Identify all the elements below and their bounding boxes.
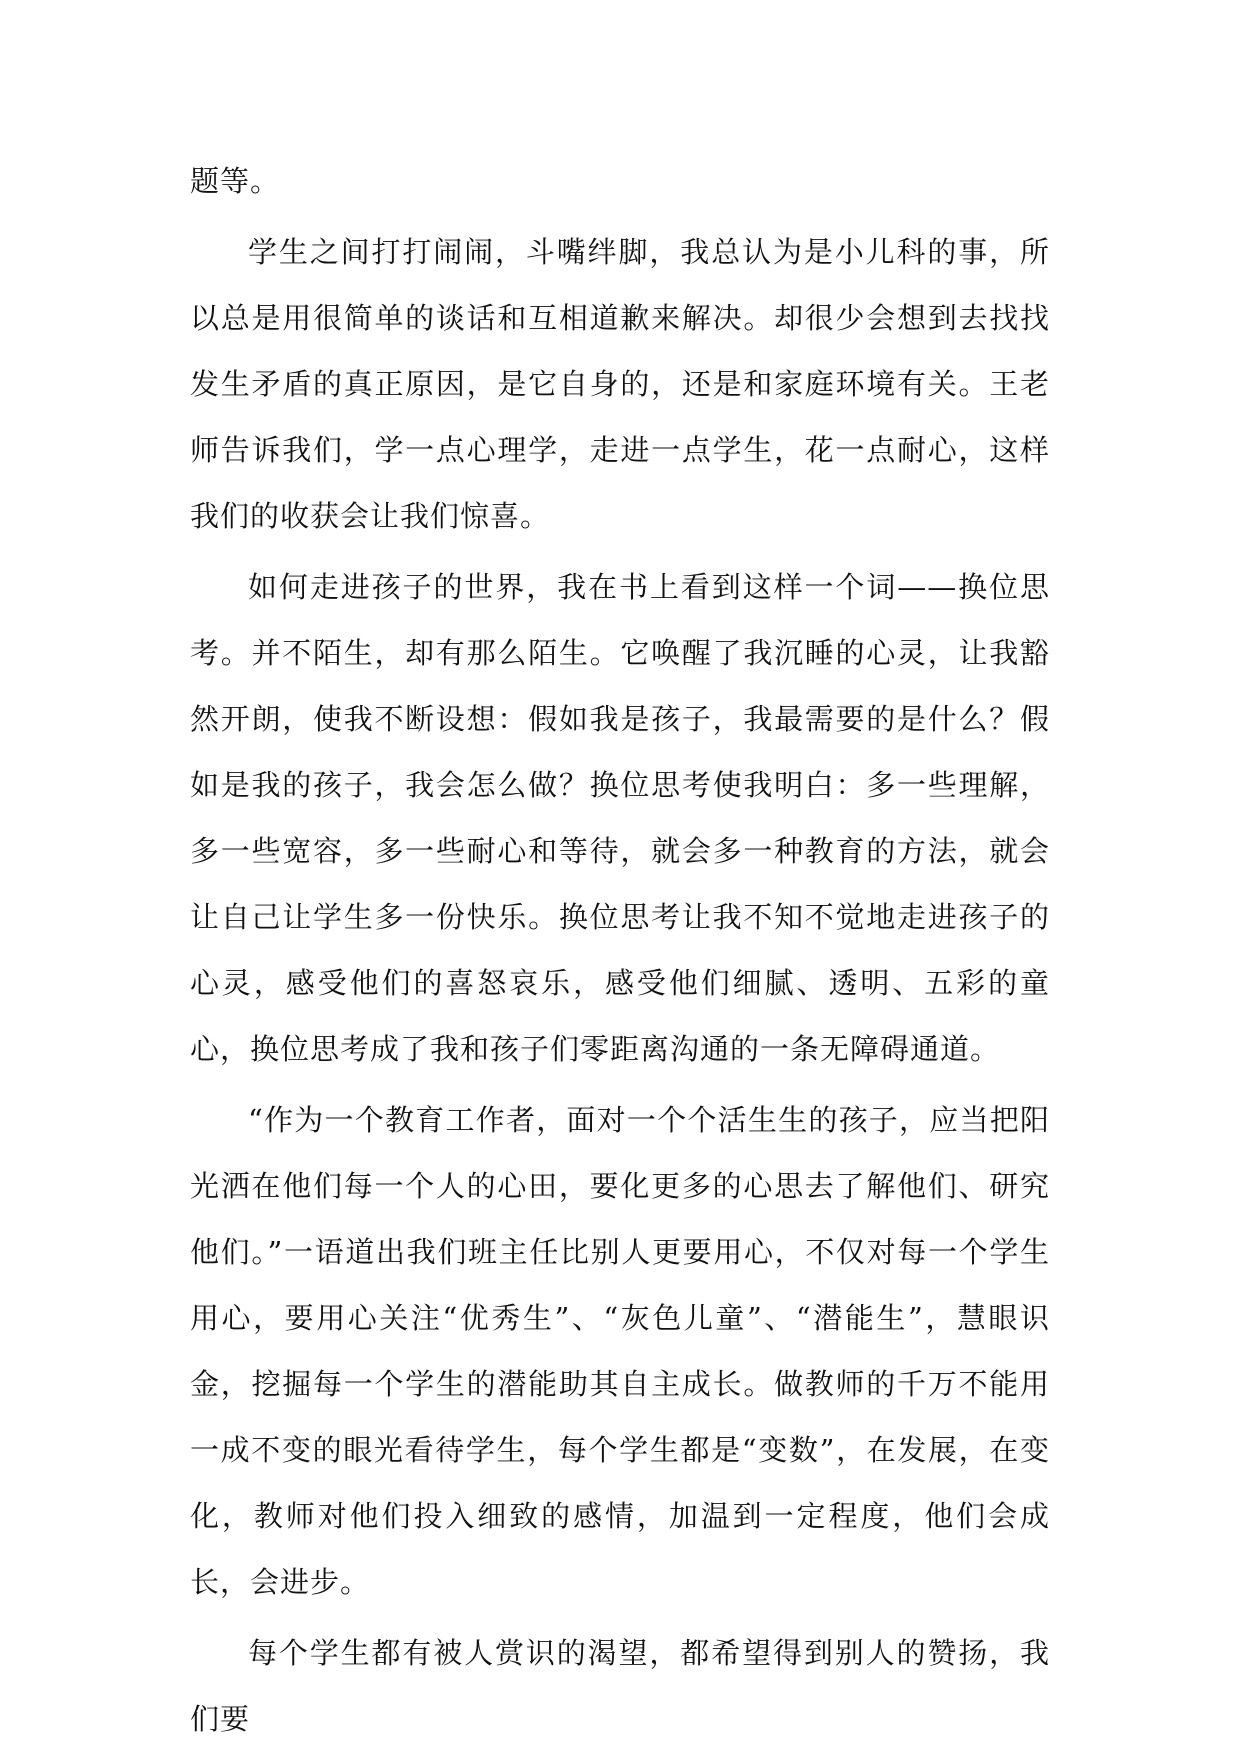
paragraph-1: 题等。: [190, 164, 281, 198]
paragraph-5: 每个学生都有被人赏识的渴望，都希望得到别人的赞扬，我们要: [190, 1636, 1050, 1736]
document-body: [190, 148, 1050, 1757]
paragraph-4: “作为一个教育工作者，面对一个个活生生的孩子，应当把阳光洒在他们每一个人的心田，要化更多的心思去了解他们、研究他们。”一语道出我们班主任比别人更要用心，不仅对每一个学生用心，要用心关注“优秀生”、“灰色儿童”、“潜能生”，慧眼识金，挖掘每一个学生的潜能助其自主成长。做教师的千万不能用一成不变的眼光看待学生，每个学生都是“变数”，在发展，在变化，教师对他们投入细致的感情，加温到一定程度，他们会成长，会进步。: [190, 1103, 1050, 1599]
paragraph-2: 学生之间打打闹闹，斗嘴绊脚，我总认为是小儿科的事，所以总是用很简单的谈话和互相道歉来解决。却很少会想到去找找发生矛盾的真正原因，是它自身的，还是和家庭环境有关。王老师告诉我们，学一点心理学，走进一点学生，花一点耐心，这样我们的收获会让我们惊喜。: [190, 235, 1050, 533]
paragraph-3: 如何走进孩子的世界，我在书上看到这样一个词——换位思考。并不陌生，却有那么陌生。它唤醒了我沉睡的心灵，让我豁然开朗，使我不断设想：假如我是孩子，我最需要的是什么？假如是我的孩子，我会怎么做？换位思考使我明白：多一些理解，多一些宽容，多一些耐心和等待，就会多一种教育的方法，就会让自己让学生多一份快乐。换位思考让我不知不觉地走进孩子的心灵，感受他们的喜怒哀乐，感受他们细腻、透明、五彩的童心，换位思考成了我和孩子们零距离沟通的一条无障碍通道。: [190, 570, 1050, 1066]
